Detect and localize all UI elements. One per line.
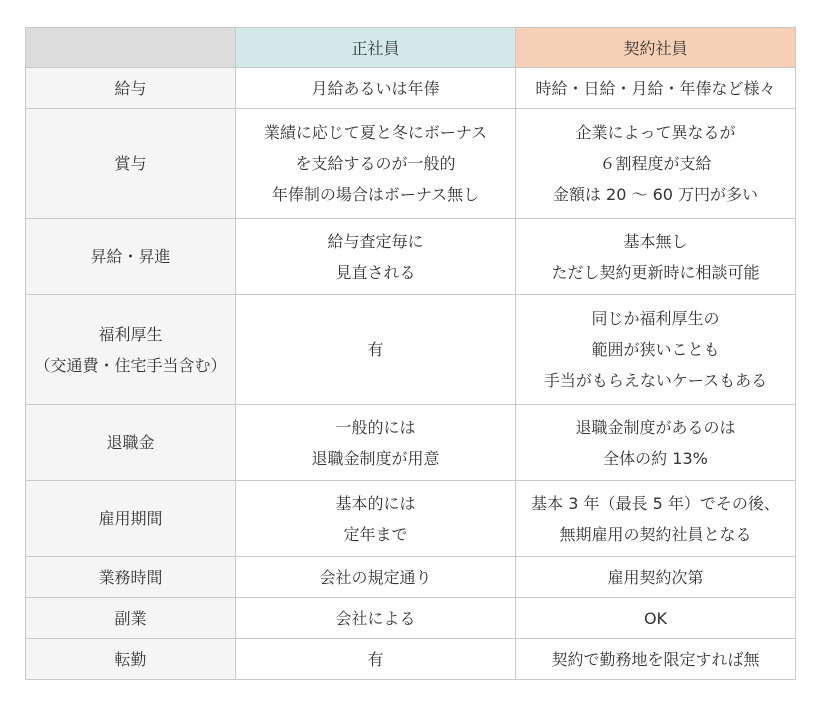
- cell-text-line: 福利厚生: [98, 324, 163, 344]
- cell-text-line: を支給するのが一般的: [295, 154, 456, 173]
- regular-employee-cell: [236, 109, 516, 219]
- table-row: [26, 68, 796, 109]
- header-regular-employee: 正社員: [236, 28, 516, 68]
- contract-employee-cell: [516, 109, 796, 219]
- contract-employee-cell: [516, 68, 796, 109]
- row-label-cell: [26, 598, 236, 639]
- cell-text-line: 昇給・昇進: [90, 247, 171, 266]
- table-row: [26, 219, 796, 295]
- cell-text-line: 一般的には: [335, 417, 416, 437]
- header-contract-employee: 契約社員: [516, 28, 796, 68]
- contract-employee-cell: [516, 639, 796, 680]
- cell-text-line: 副業: [114, 608, 147, 628]
- cell-text-line: 退職金制度が用意: [311, 448, 440, 468]
- cell-text-line: 基本無し: [623, 231, 688, 251]
- table-row: [26, 598, 796, 639]
- row-label-cell: [26, 557, 236, 598]
- cell-text-line: 業績に応じて夏と冬にボーナス: [263, 123, 488, 142]
- cell-text-line: 退職金: [106, 433, 155, 452]
- cell-text-line: 給与査定毎に: [327, 231, 424, 251]
- cell-text-line: 有: [367, 340, 384, 359]
- table-row: [26, 639, 796, 680]
- cell-text-line: 同じか福利厚生の: [591, 309, 720, 328]
- table-row: [26, 481, 796, 557]
- cell-text-line: 給与: [114, 78, 147, 98]
- cell-text-line: 契約で勤務地を限定すれば無: [551, 649, 760, 669]
- regular-employee-cell: [236, 68, 516, 109]
- table-row: [26, 557, 796, 598]
- regular-employee-cell: [236, 481, 516, 557]
- cell-text-line: 見直される: [335, 262, 416, 282]
- table-row: [26, 295, 796, 405]
- row-label-cell: [26, 109, 236, 219]
- row-label-cell: [26, 219, 236, 295]
- row-label-cell: [26, 639, 236, 680]
- cell-text-line: 範囲が狭いことも: [591, 340, 720, 359]
- cell-text-line: 有: [367, 649, 384, 669]
- cell-text-line: 業務時間: [98, 567, 163, 587]
- regular-employee-cell: [236, 598, 516, 639]
- cell-text-line: 時給・日給・月給・年俸など様々: [535, 78, 776, 98]
- regular-employee-cell: [236, 405, 516, 481]
- row-label-cell: [26, 68, 236, 109]
- cell-text-line: 退職金制度があるのは: [575, 417, 736, 437]
- cell-text-line: 転勤: [114, 649, 147, 669]
- cell-text-line: 雇用契約次第: [607, 567, 704, 587]
- cell-text-line: OK: [643, 608, 668, 628]
- row-label-cell: [26, 481, 236, 557]
- row-label-cell: [26, 405, 236, 481]
- header-corner-cell: [26, 28, 236, 68]
- cell-text-line: 企業によって異なるが: [575, 123, 736, 142]
- regular-employee-cell: [236, 295, 516, 405]
- contract-employee-cell: [516, 405, 796, 481]
- cell-text-line: 賞与: [114, 154, 147, 173]
- cell-text-line: 無期雇用の契約社員となる: [559, 524, 752, 544]
- cell-text-line: ただし契約更新時に相談可能: [551, 262, 760, 282]
- regular-employee-cell: [236, 639, 516, 680]
- header-row: [26, 28, 796, 68]
- cell-text-line: 定年まで: [343, 524, 408, 544]
- cell-text-line: 年俸制の場合はボーナス無し: [271, 185, 480, 204]
- regular-employee-cell: [236, 219, 516, 295]
- cell-text-line: 会社の規定通り: [319, 567, 432, 587]
- table-row: [26, 405, 796, 481]
- cell-text-line: 金額は 20 ～ 60 万円が多い: [552, 185, 759, 204]
- cell-text-line: 基本的には: [335, 493, 416, 513]
- comparison-table: [25, 27, 796, 680]
- contract-employee-cell: [516, 219, 796, 295]
- regular-employee-cell: [236, 557, 516, 598]
- contract-employee-cell: [516, 598, 796, 639]
- cell-text-line: 基本 3 年（最長 5 年）でその後、: [531, 493, 780, 513]
- row-label-cell: [26, 295, 236, 405]
- table-row: [26, 109, 796, 219]
- cell-text-line: 全体の約 13%: [603, 448, 708, 468]
- cell-text-line: 手当がもらえないケースもある: [543, 371, 768, 390]
- cell-text-line: （交通費・住宅手当含む）: [34, 355, 227, 375]
- cell-text-line: 会社による: [335, 608, 416, 628]
- contract-employee-cell: [516, 557, 796, 598]
- cell-text-line: 雇用期間: [98, 509, 163, 528]
- cell-text-line: 月給あるいは年俸: [311, 78, 440, 98]
- cell-text-line: ６割程度が支給: [599, 154, 712, 173]
- contract-employee-cell: [516, 295, 796, 405]
- contract-employee-cell: [516, 481, 796, 557]
